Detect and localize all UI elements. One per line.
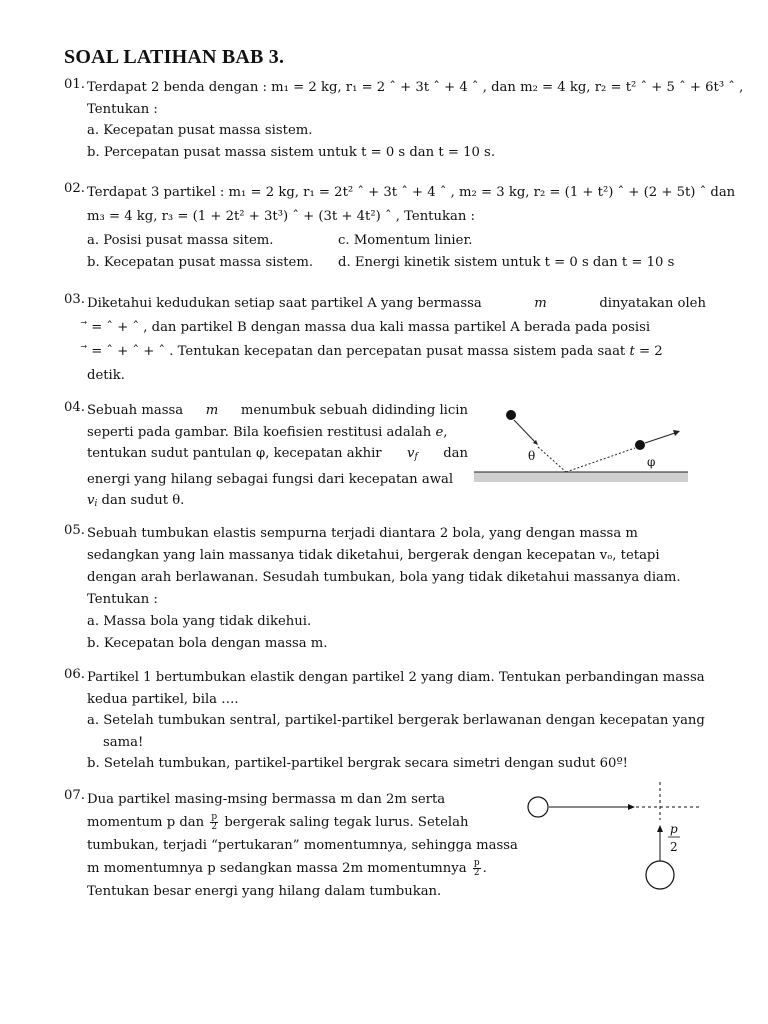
option-b: b. Percepatan pusat massa sistem untuk t = 0 s dan t = 10 s. — [87, 144, 496, 160]
option-a: a. Massa bola yang tidak dikehui. — [87, 614, 312, 629]
option-a-continued: sama! — [103, 734, 144, 750]
question-number: 06. — [64, 667, 85, 682]
outgoing-path — [645, 433, 675, 443]
question-text: tentukan sudut pantulan φ, kecepatan akhir — [87, 446, 382, 461]
question-text: Terdapat 3 partikel : m₁ = 2 kg, r₁ = 2t² ˆ + 3t ˆ + 4 ˆ , m₂ = 3 kg, r₂ = (1 + t²) ˆ + (2 + 5t) ˆ dan — [87, 185, 736, 200]
option-d: d. Energi kinetik sistem untuk t = 0 s dan t = 10 s — [338, 255, 675, 270]
momentum-p-half-arrowhead — [657, 825, 663, 832]
question-06 — [64, 667, 706, 775]
question-04 — [64, 400, 468, 516]
incoming-ball — [506, 410, 516, 420]
option-c: c. Momentum linier. — [338, 233, 473, 248]
momentum-figure — [520, 780, 710, 895]
question-text: tumbukan, terjadi “pertukaran” momentumnya, sehingga massa — [87, 838, 518, 853]
question-text: bergerak saling tegak lurus. Setelah — [224, 815, 469, 830]
question-number: 01. — [64, 77, 85, 92]
option-b: b. Kecepatan pusat massa sistem. — [87, 255, 314, 270]
question-text: ⃗ = ˆ + ˆ + ˆ . Tentukan kecepatan dan percepatan pusat massa sistem pada saat — [87, 344, 626, 359]
question-text: Tentukan besar energi yang hilang dalam tumbukan. — [87, 884, 442, 899]
fraction-p-over-2 — [473, 859, 481, 878]
question-text: Terdapat 2 benda dengan : m₁ = 2 kg, r₁ = 2 ˆ + 3t ˆ + 4 ˆ , dan m₂ = 4 kg, r₂ = t² ˆ + 5 ˆ + 6t³ ˆ , — [87, 80, 744, 95]
question-text: momentum p dan — [87, 815, 205, 830]
fraction-p-over-2 — [210, 813, 218, 832]
option-a: a. Setelah tumbukan sentral, partikel-partikel bergerak berlawanan dengan kecepatan yang — [87, 713, 705, 728]
question-text: energi yang hilang sebagai fungsi dari kecepatan awal — [87, 471, 454, 487]
question-text: Tentukan : — [87, 101, 158, 117]
question-text: sedangkan yang lain massanya tidak diketahui, bergerak dengan kecepatan vₒ, tetapi — [87, 548, 660, 563]
question-text: kedua partikel, bila …. — [87, 691, 239, 707]
page-title: SOAL LATIHAN BAB 3. — [64, 46, 285, 68]
incoming-path-dashed — [538, 447, 566, 472]
mass-symbol: m — [534, 296, 547, 311]
incoming-path — [514, 420, 536, 443]
subscript: i — [94, 499, 98, 509]
fraction-numerator: p — [211, 812, 218, 822]
option-a: a. Kecepatan pusat massa sistem. — [87, 123, 313, 138]
question-text: m momentumnya p sedangkan massa 2m momentumnya — [87, 861, 467, 876]
phi-label: φ — [647, 455, 656, 469]
question-number: 04. — [64, 400, 85, 415]
question-number: 05. — [64, 523, 85, 538]
fraction-denominator: 2 — [473, 868, 480, 878]
outgoing-ball — [635, 440, 645, 450]
question-number: 07. — [64, 788, 85, 803]
question-text: m₃ = 4 kg, r₃ = (1 + 2t² + 3t³) ˆ + (3t + 4t²) ˆ , Tentukan : — [87, 209, 475, 224]
restitution-symbol: e — [435, 424, 444, 440]
option-b: b. Setelah tumbukan, partikel-partikel bergrak secara simetri dengan sudut 60º! — [87, 756, 628, 771]
question-text: ⃗ = ˆ + ˆ , dan partikel B dengan massa dua kali massa partikel A berada pada posisi — [87, 320, 651, 335]
question-text: Dua partikel masing-msing bermassa m dan 2m serta — [87, 792, 446, 807]
theta-label: θ — [528, 449, 536, 463]
question-text: Diketahui kedudukan setiap saat partikel A yang bermassa — [87, 296, 482, 311]
option-a: a. Posisi pusat massa sitem. — [87, 233, 274, 248]
question-text: detik. — [87, 368, 125, 383]
question-text: Tentukan : — [87, 592, 158, 607]
question-text: Sebuah massa — [87, 403, 184, 418]
fig-label-p: p — [670, 822, 678, 836]
question-07 — [64, 788, 518, 903]
outgoing-arrowhead — [673, 430, 680, 436]
velocity-symbol: v — [407, 446, 415, 461]
question-text: , — [443, 424, 448, 440]
question-text: . — [482, 861, 487, 876]
collision-figure — [470, 398, 700, 488]
question-text: seperti pada gambar. Bila koefisien restitusi adalah — [87, 424, 432, 440]
fraction-denominator: 2 — [211, 822, 218, 832]
fraction-numerator: p — [473, 858, 480, 868]
mass-m-circle — [528, 797, 548, 817]
question-02 — [64, 181, 736, 275]
question-text: dinyatakan oleh — [599, 296, 706, 311]
question-number: 03. — [64, 292, 85, 307]
question-01 — [64, 77, 744, 163]
question-text: dan sudut θ. — [101, 493, 185, 508]
question-text: dan — [443, 446, 468, 461]
question-text: Partikel 1 bertumbukan elastik dengan partikel 2 yang diam. Tentukan perbandingan massa — [87, 670, 705, 685]
question-05 — [64, 523, 706, 655]
mass-symbol: m — [205, 403, 219, 418]
question-text: menumbuk sebuah didinding licin — [240, 403, 468, 418]
subscript: f — [414, 452, 418, 462]
momentum-p-arrowhead — [628, 804, 635, 810]
time-symbol: t — [629, 344, 635, 359]
question-03 — [64, 292, 706, 388]
question-text: dengan arah berlawanan. Sesudah tumbukan, bola yang tidak diketahui massanya diam. — [87, 570, 681, 585]
option-b: b. Kecepatan bola dengan massa m. — [87, 636, 328, 651]
wall-surface — [474, 472, 688, 482]
question-text: = 2 — [638, 344, 663, 359]
question-number: 02. — [64, 181, 85, 196]
outgoing-path-dashed — [566, 448, 635, 472]
velocity-symbol: v — [87, 493, 95, 508]
question-text: Sebuah tumbukan elastis sempurna terjadi diantara 2 bola, yang dengan massa m — [87, 526, 638, 541]
fig-label-2: 2 — [670, 840, 678, 854]
mass-2m-circle — [646, 861, 674, 889]
